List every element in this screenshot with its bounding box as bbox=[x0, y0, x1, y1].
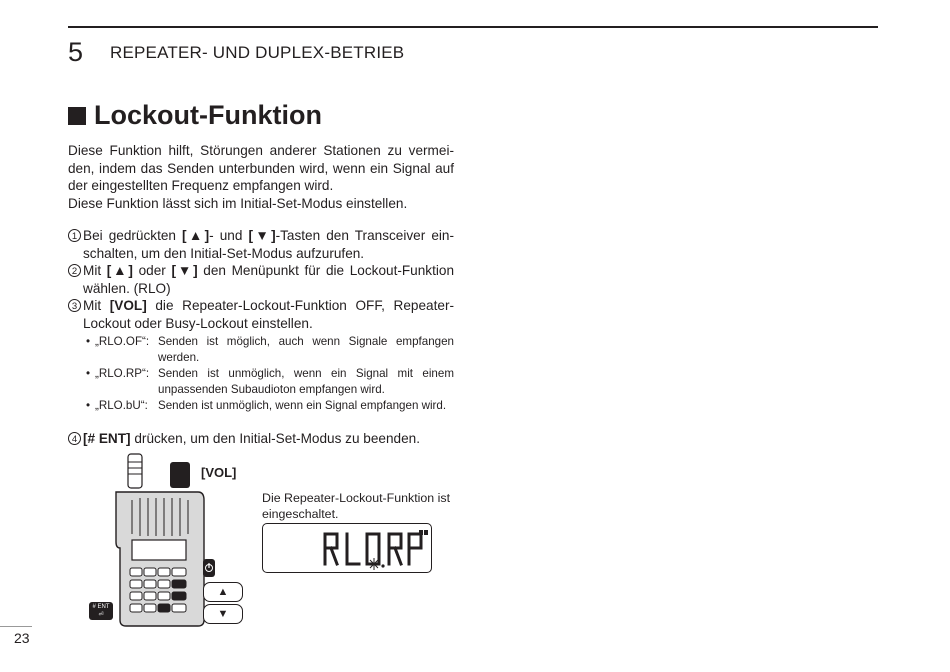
ent-key bbox=[89, 602, 113, 620]
up-key-ref: [▲] bbox=[182, 228, 210, 243]
intro-paragraph: Diese Funktion hilft, Störungen anderer Stationen zu vermei-den, indem das Senden unterbunden wird, wenn ein Signal auf der eingestellten Frequenz empfangen wird. bbox=[68, 143, 454, 194]
bullet-key: „RLO.bU“: bbox=[95, 399, 148, 412]
step-text: die Repeater-Lockout-Funktion OFF, Repeater-Lockout oder Busy-Lockout einstellen. bbox=[83, 298, 454, 331]
step-text: Mit bbox=[83, 298, 110, 313]
step-number: 2 bbox=[68, 262, 81, 280]
lcd-display bbox=[262, 523, 432, 573]
down-key-ref: [▼] bbox=[171, 263, 198, 278]
page-number: 23 bbox=[14, 630, 30, 646]
bullet-item: • „RLO.bU“: Senden ist unmöglich, wenn ein Signal empfangen wird. bbox=[86, 398, 454, 414]
chapter-title: REPEATER- UND DUPLEX-BETRIEB bbox=[110, 43, 405, 62]
power-icon bbox=[203, 559, 215, 577]
step-1 bbox=[68, 227, 454, 262]
intro-text bbox=[68, 142, 454, 212]
enter-icon: ⏎ bbox=[98, 612, 104, 618]
bullet-item: • „RLO.OF“: Senden ist möglich, auch wenn Signale empfangen werden. bbox=[86, 335, 454, 364]
section-heading bbox=[68, 100, 322, 131]
step-4 bbox=[68, 430, 454, 448]
bullet-desc: Senden ist möglich, auch wenn Signale empfangen werden. bbox=[158, 335, 454, 364]
bullet-key: „RLO.RP“: bbox=[95, 367, 150, 380]
section-title: Lockout-Funktion bbox=[94, 100, 322, 130]
top-rule bbox=[68, 26, 878, 28]
figure-caption: Die Repeater-Lockout-Funktion ist eingeschaltet. bbox=[262, 491, 451, 521]
bullet-item: • „RLO.RP“: Senden ist unmöglich, wenn ein Signal mit einem unpassenden Subaudioton empfangen wird. bbox=[86, 367, 454, 396]
step-text: oder bbox=[132, 263, 172, 278]
bullet-desc: Senden ist unmöglich, wenn ein Signal empfangen wird. bbox=[158, 399, 447, 412]
step-3 bbox=[68, 297, 454, 332]
step-text: Mit bbox=[83, 263, 107, 278]
vol-label: [VOL] bbox=[201, 465, 237, 480]
vol-key-ref: [VOL] bbox=[109, 298, 147, 313]
bullet-desc: Senden ist unmöglich, wenn ein Signal mit einem unpassenden Subaudioton empfangen wird. bbox=[158, 367, 454, 396]
page-number-rule bbox=[0, 626, 32, 627]
down-key-ref: [▼] bbox=[248, 228, 276, 243]
lcd-segments bbox=[263, 524, 431, 572]
ent-key-label: # ENT bbox=[92, 604, 110, 610]
step-text: -Tasten den Transceiver ein-schalten, um den Initial-Set-Modus aufzurufen. bbox=[83, 228, 454, 261]
ent-key-ref: [# ENT] bbox=[83, 431, 131, 446]
step-number: 1 bbox=[68, 227, 81, 245]
step-number: 3 bbox=[68, 297, 81, 315]
bullet-key: „RLO.OF“: bbox=[95, 335, 150, 348]
step-text: den Menüpunkt für die Lockout-Funktion wählen. (RLO) bbox=[83, 263, 455, 296]
step-2 bbox=[68, 262, 454, 297]
down-key: ▼ bbox=[203, 604, 243, 624]
step-number: 4 bbox=[68, 430, 81, 448]
vol-knob bbox=[170, 462, 190, 488]
chapter-number: 5 bbox=[68, 37, 84, 67]
square-bullet-icon bbox=[68, 107, 86, 125]
up-key: ▲ bbox=[203, 582, 243, 602]
step-text: Bei gedrückten bbox=[83, 228, 183, 243]
up-key-ref: [▲] bbox=[106, 263, 133, 278]
power-icon-glyph bbox=[203, 559, 215, 577]
step-text: drücken, um den Initial-Set-Modus zu beenden. bbox=[130, 431, 420, 446]
intro-paragraph: Diese Funktion lässt sich im Initial-Set-Modus einstellen. bbox=[68, 195, 408, 211]
step-text: - und bbox=[209, 228, 249, 243]
